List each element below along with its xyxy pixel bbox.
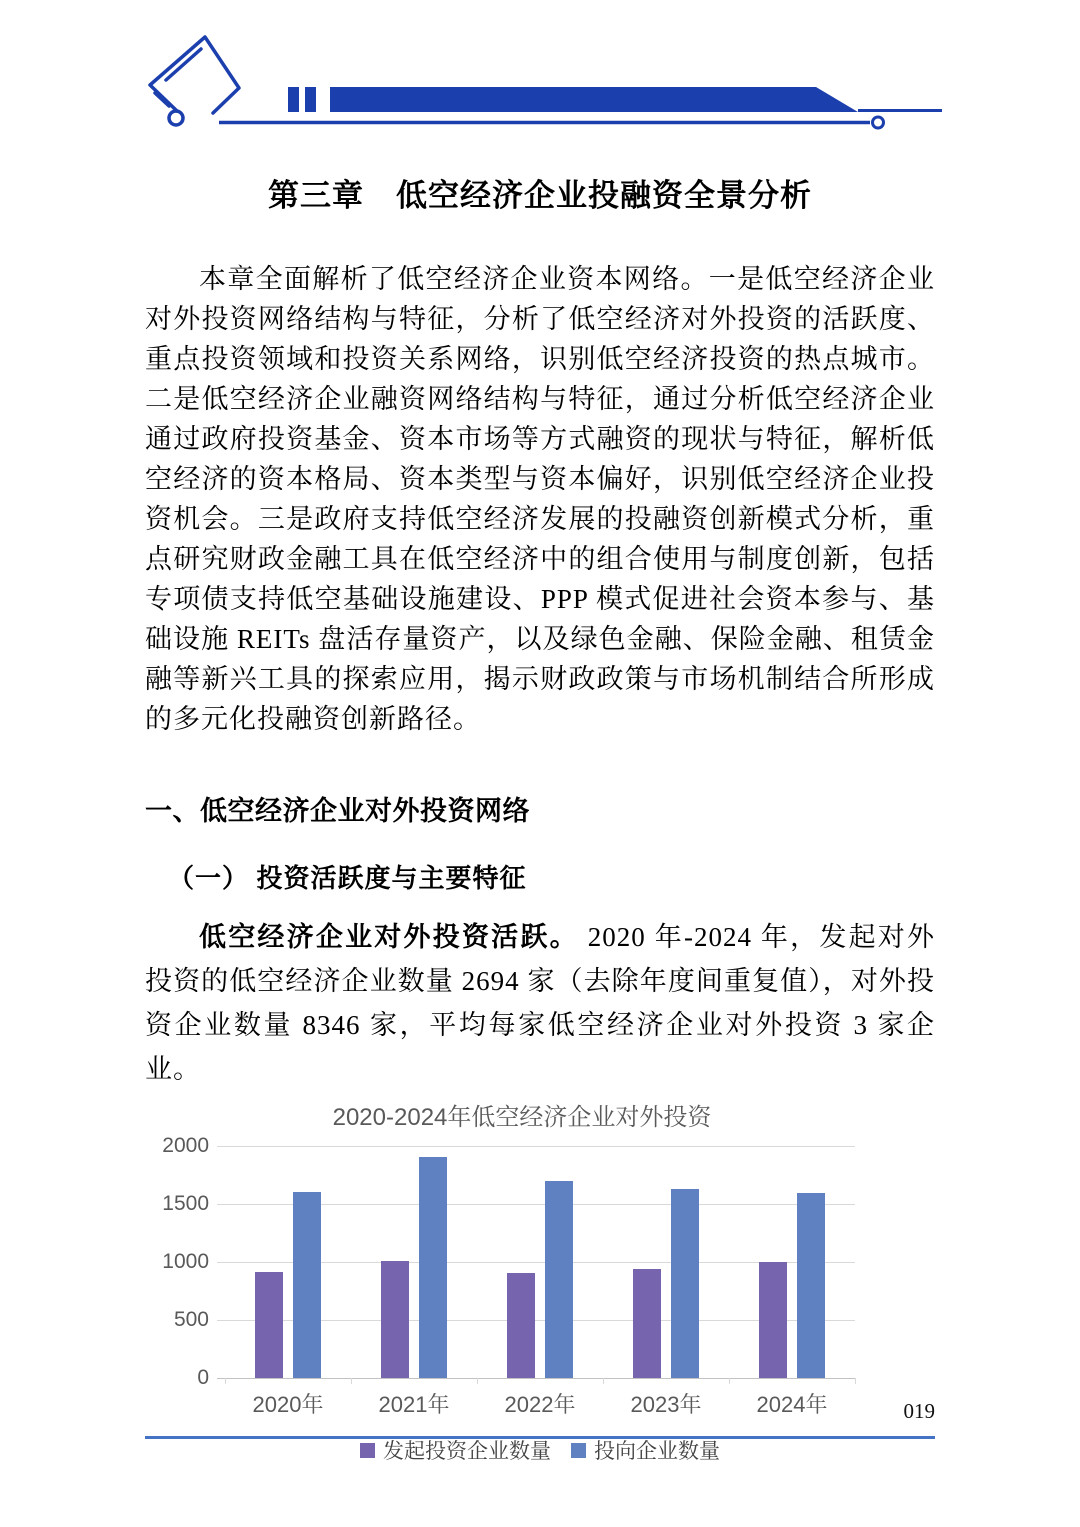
bar-group-2023年 xyxy=(603,1146,729,1378)
bar-2021年-投向企业数量 xyxy=(419,1157,447,1378)
paragraph-lead: 低空经济企业对外投资活跃。 xyxy=(199,922,579,952)
chart-legend xyxy=(225,1435,855,1465)
chart-title: 2020-2024年低空经济企业对外投资 xyxy=(332,1104,712,1131)
bar-group-2021年 xyxy=(351,1146,477,1378)
bar-group-2022年 xyxy=(477,1146,603,1378)
bar-2022年-发起投资企业数量 xyxy=(507,1273,535,1378)
intro-paragraph: 本章全面解析了低空经济企业资本网络。一是低空经济企业对外投资网络结构与特征，分析了低空经济对外投资的活跃度、重点投资领域和投资关系网络，识别低空经济投资的热点城市。二是低空经济企业融资网络结构与特征，通过分析低空经济企业通过政府投资基金、资本市场等方式融资的现状与特征，解析低空经济的资本格局、资本类型与资本偏好，识别低空经济企业投资机会。三是政府支持低空经济发展的投融资创新模式分析，重点研究财政金融工具在低空经济中的组合使用与制度创新，包括专项债支持低空基础设施建设、PPP 模式促进社会资本参与、基础设施 REITs 盘活存量资产，以及绿色金融、保险金融、租赁金融等新兴工具的探索应用，揭示财政政策与市场机制结合所形成的多元化投融资创新路径。 xyxy=(145,264,935,734)
subsection-marker: （一） xyxy=(168,863,250,893)
x-axis-tick xyxy=(477,1378,478,1384)
legend-swatch-icon xyxy=(360,1443,375,1458)
bar-2020年-投向企业数量 xyxy=(293,1192,321,1378)
bar-2021年-发起投资企业数量 xyxy=(381,1261,409,1378)
y-axis-tick-label: 2000 xyxy=(162,1134,209,1157)
body-paragraph xyxy=(145,915,935,1091)
legend-item xyxy=(571,1435,720,1465)
x-axis-tick xyxy=(351,1378,352,1384)
footer-rule xyxy=(145,1436,935,1439)
chart-plot-area xyxy=(162,1134,855,1389)
bar-2023年-发起投资企业数量 xyxy=(633,1269,661,1378)
x-axis-tick xyxy=(603,1378,604,1384)
section-heading: 一、低空经济企业对外投资网络 xyxy=(145,796,530,826)
y-axis-tick-label: 500 xyxy=(173,1308,209,1331)
legend-label: 发起投资企业数量 xyxy=(383,1440,551,1463)
bar-2023年-投向企业数量 xyxy=(671,1189,699,1378)
legend-item xyxy=(360,1435,551,1465)
x-axis-label: 2022年 xyxy=(504,1392,576,1417)
subsection-heading xyxy=(168,858,1080,895)
x-axis-tick xyxy=(225,1378,226,1384)
x-axis-tick xyxy=(855,1378,856,1384)
y-axis-tick-label: 1500 xyxy=(162,1192,209,1215)
x-axis-label: 2021年 xyxy=(378,1392,450,1417)
chapter-title: 第三章 低空经济企业投融资全景分析 xyxy=(268,178,812,213)
header-banner-icon xyxy=(140,30,950,132)
bar-2020年-发起投资企业数量 xyxy=(255,1272,283,1378)
y-axis-tick-label: 1000 xyxy=(162,1250,209,1273)
bar-groups xyxy=(225,1146,855,1378)
legend-swatch-icon xyxy=(571,1443,586,1458)
page-number: 019 xyxy=(903,1399,935,1423)
investment-bar-chart xyxy=(145,1097,935,1465)
x-axis-labels xyxy=(225,1378,855,1419)
x-axis-label: 2023年 xyxy=(630,1392,702,1417)
x-axis-tick xyxy=(729,1378,730,1384)
bar-group-2020年 xyxy=(225,1146,351,1378)
bar-group-2024年 xyxy=(729,1146,855,1378)
paragraph-rest: 2020 年-2024 年，发起对外投资的低空经济企业数量 2694 家（去除年度间重复值），对外投资企业数量 8346 家，平均每家低空经济企业对外投资 3 家企业。 xyxy=(145,922,935,1084)
subsection-title: 投资活跃度与主要特征 xyxy=(249,864,527,893)
header-graphic xyxy=(140,30,950,132)
x-axis-label: 2024年 xyxy=(756,1392,828,1417)
x-axis-label: 2020年 xyxy=(252,1392,324,1417)
y-axis-tick-label: 0 xyxy=(197,1366,209,1389)
bar-2024年-投向企业数量 xyxy=(797,1193,825,1378)
legend-label: 投向企业数量 xyxy=(594,1440,720,1463)
bar-2022年-投向企业数量 xyxy=(545,1181,573,1378)
bar-2024年-发起投资企业数量 xyxy=(759,1262,787,1378)
